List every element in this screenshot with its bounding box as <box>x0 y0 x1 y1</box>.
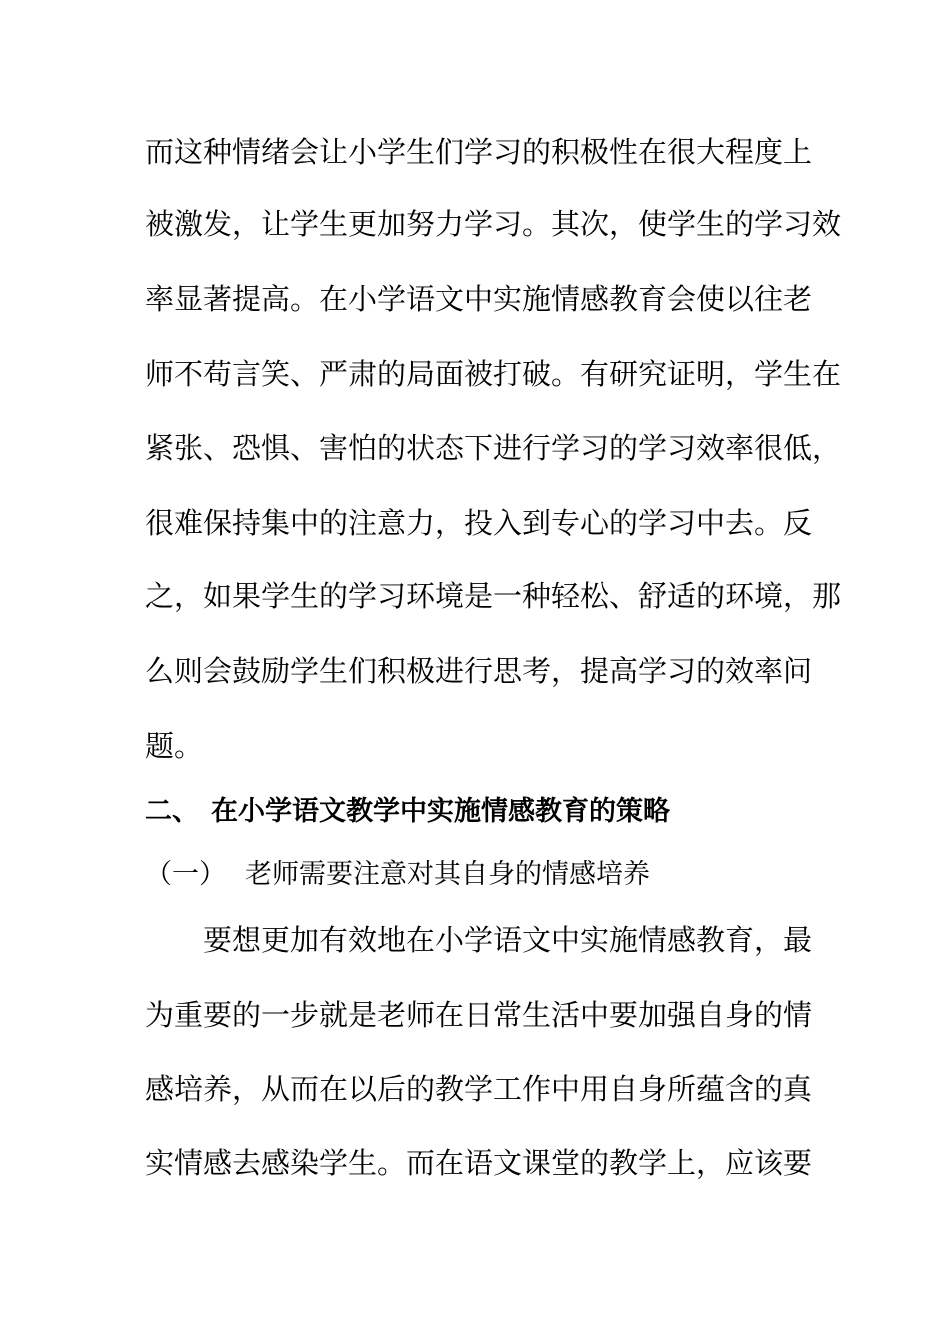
paragraph-line: 感培养，从而在以后的教学工作中用自身所蕴含的真 <box>145 1072 813 1106</box>
subsection-title: 老师需要注意对其自身的情感培养 <box>245 859 650 890</box>
paragraph-line: 紧张、恐惧、害怕的状态下进行学习的学习效率很低， <box>145 431 842 465</box>
paragraph-line: 么则会鼓励学生们积极进行思考，提高学习的效率问 <box>145 654 813 688</box>
section-number: 二、 <box>145 796 199 827</box>
subsection-number: （一） <box>145 859 226 890</box>
paragraph-line: 为重要的一步就是老师在日常生活中要加强自身的情 <box>145 998 813 1032</box>
subsection-heading <box>145 857 650 893</box>
paragraph-line: 之，如果学生的学习环境是一种轻松、舒适的环境，那 <box>145 579 842 613</box>
section-title: 在小学语文教学中实施情感教育的策略 <box>211 796 670 827</box>
paragraph-line: 实情感去感染学生。而在语文课堂的教学上，应该要 <box>145 1146 813 1180</box>
paragraph-line: 题。 <box>145 729 204 763</box>
paragraph-line: 师不苟言笑、严肃的局面被打破。有研究证明，学生在 <box>145 357 842 391</box>
paragraph-first-line: 要想更加有效地在小学语文中实施情感教育，最 <box>203 923 813 957</box>
paragraph-line: 而这种情绪会让小学生们学习的积极性在很大程度上 <box>145 135 813 169</box>
section-heading <box>145 794 670 830</box>
paragraph-line: 很难保持集中的注意力，投入到专心的学习中去。反 <box>145 506 813 540</box>
paragraph-line: 被激发，让学生更加努力学习。其次，使学生的学习效 <box>145 207 842 241</box>
paragraph-line: 率显著提高。在小学语文中实施情感教育会使以往老 <box>145 282 813 316</box>
